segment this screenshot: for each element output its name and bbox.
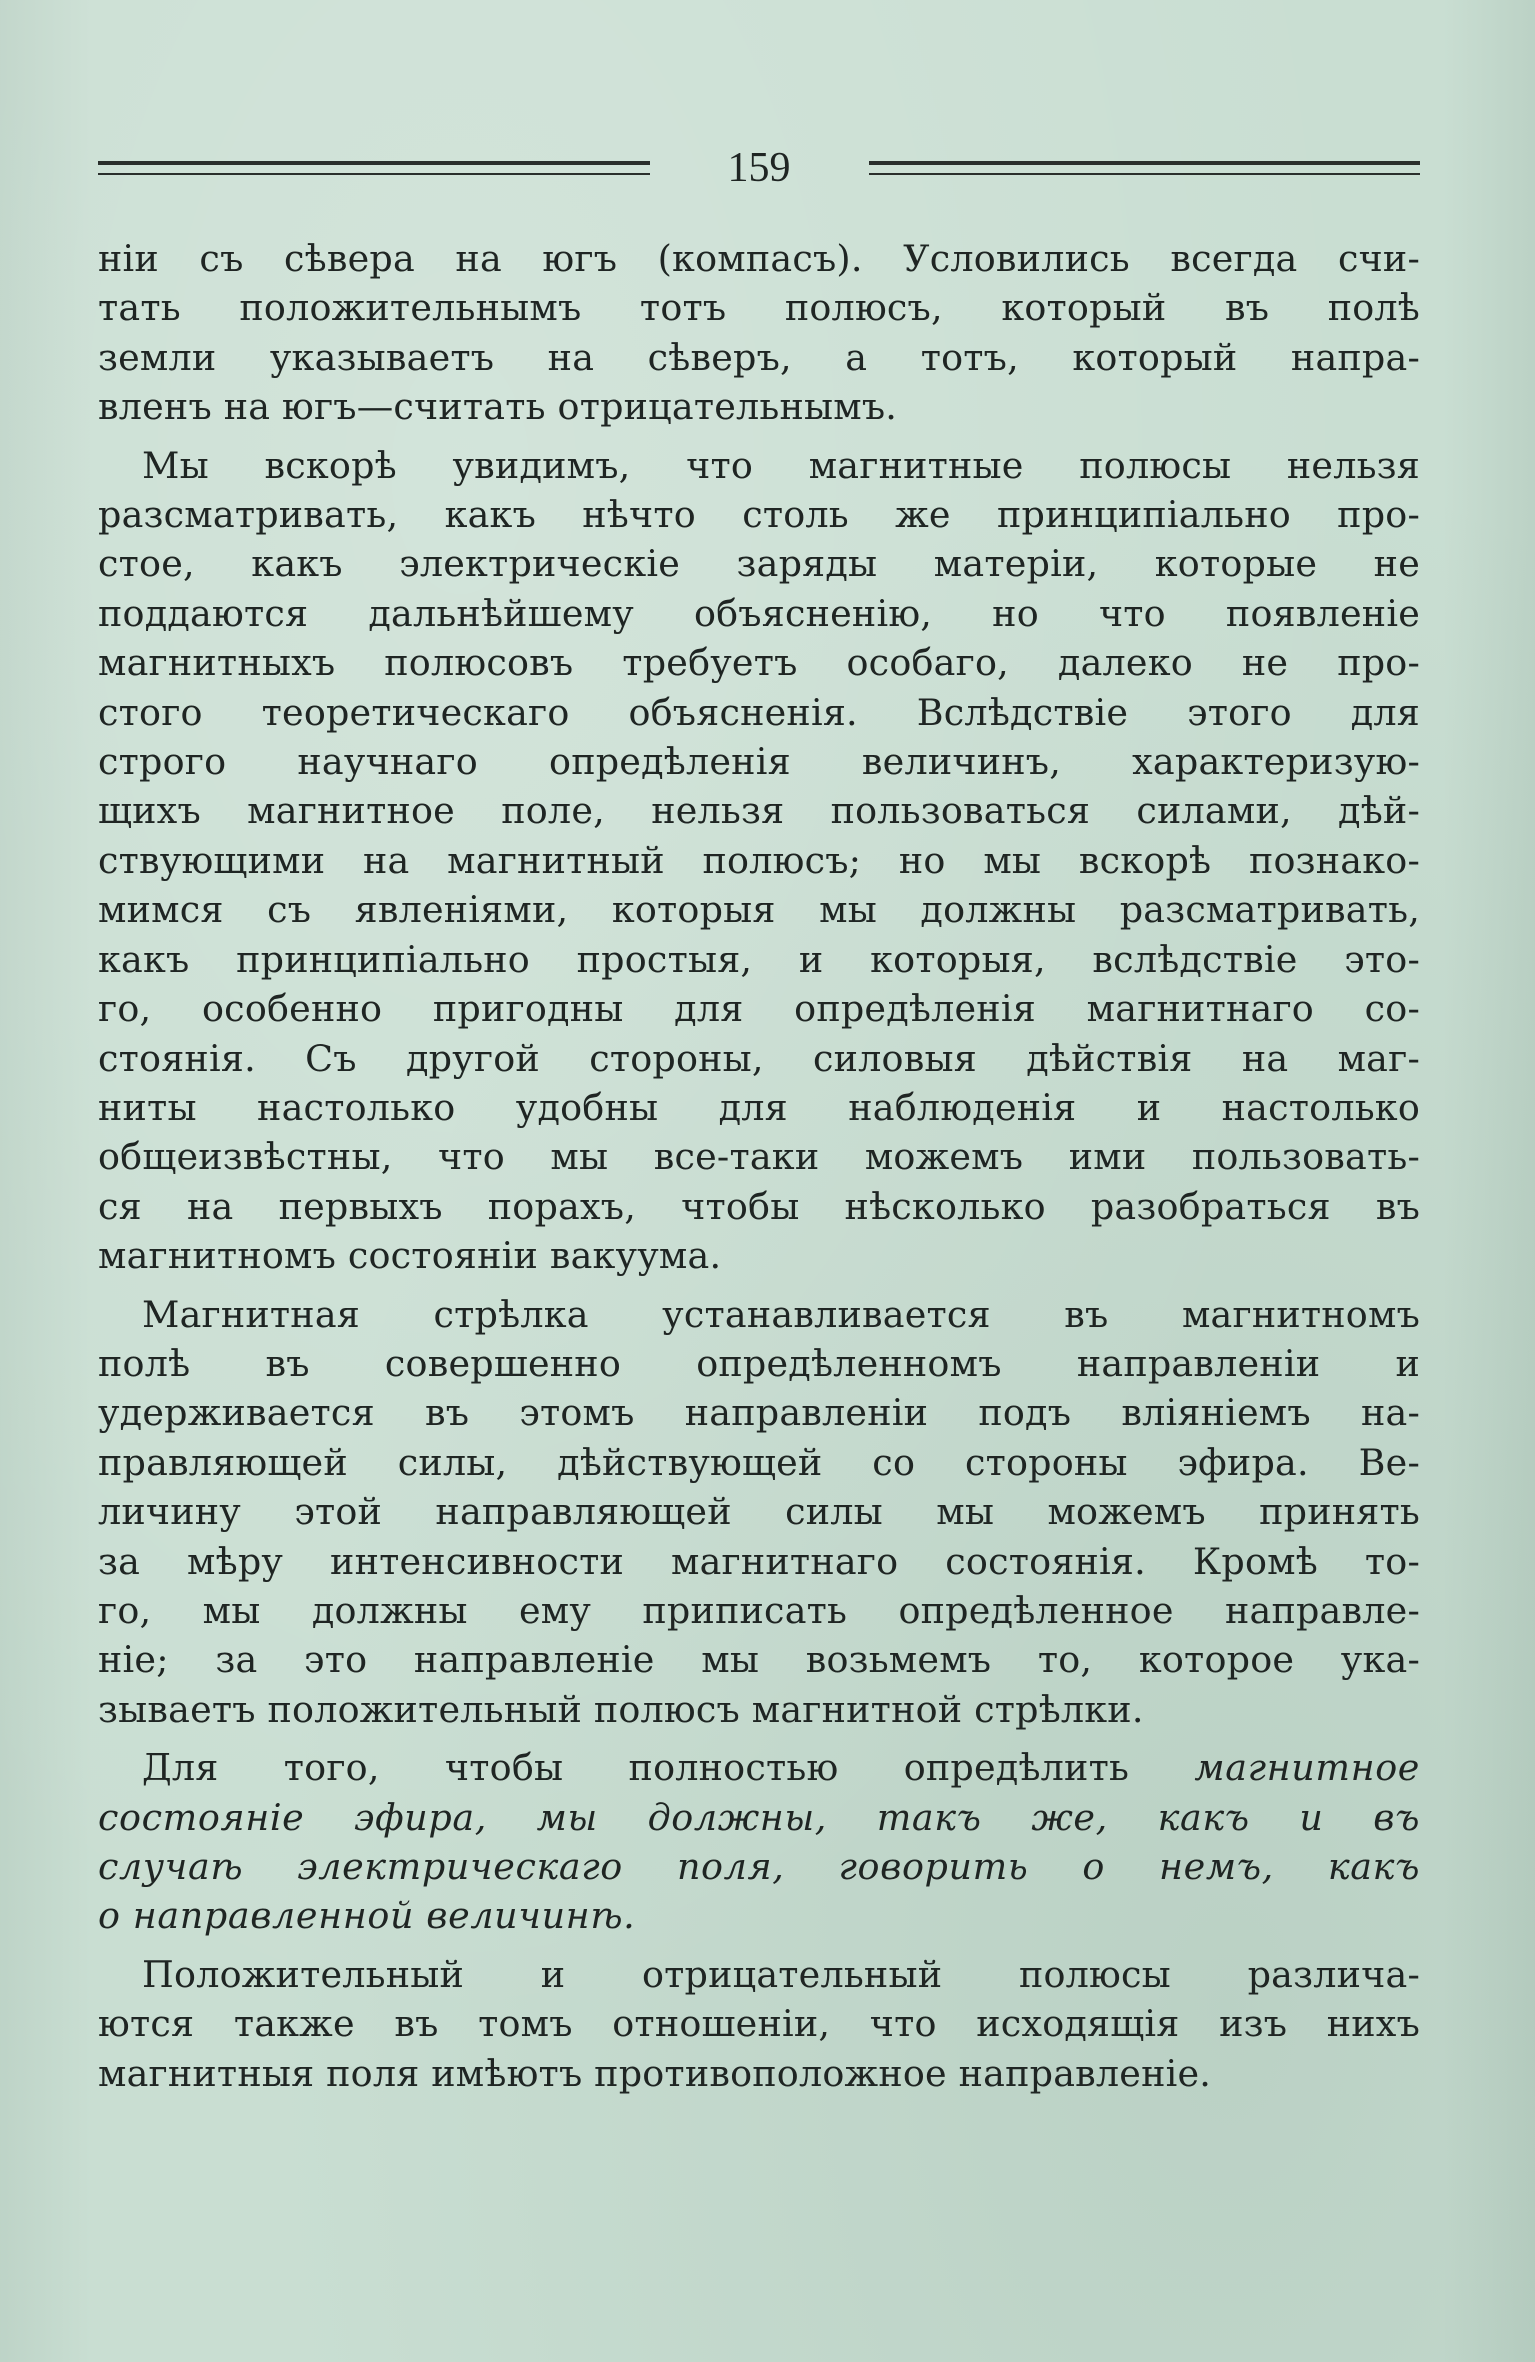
text-run: магнитныя поля имѣютъ противоположное направленiе. bbox=[98, 2051, 1212, 2095]
paragraph bbox=[98, 1290, 1420, 1735]
page-header bbox=[98, 128, 1420, 208]
text-run: магнитныхъ полюсовъ требуетъ особаго, далеко не про- bbox=[98, 641, 1420, 685]
text-run: зываетъ положительный полюсъ магнитной стрѣлки. bbox=[98, 1687, 1144, 1731]
italic-text: магнитное bbox=[1194, 1746, 1420, 1790]
text-line bbox=[98, 786, 1420, 835]
text-line bbox=[98, 1290, 1420, 1339]
text-run: полѣ въ совершенно опредѣленномъ направленiи и bbox=[98, 1341, 1420, 1385]
italic-text: состоянiе эфира, мы должны, такъ же, какъ и въ bbox=[98, 1795, 1420, 1839]
text-run: нiи съ сѣвера на югъ (компасъ). Условились всегда счи- bbox=[98, 237, 1420, 280]
text-run: щихъ магнитное поле, нельзя пользоваться силами, дѣй- bbox=[98, 789, 1420, 833]
header-rule-left bbox=[98, 161, 650, 175]
text-run: стого теоретическаго объясненiя. Вслѣдствiе этого для bbox=[98, 690, 1420, 734]
text-line bbox=[98, 1034, 1420, 1083]
text-line bbox=[98, 935, 1420, 984]
text-run: вленъ на югъ—считать отрицательнымъ. bbox=[98, 385, 898, 429]
text-line bbox=[98, 1083, 1420, 1132]
text-run: го, мы должны ему приписать опредѣленное направле- bbox=[98, 1588, 1420, 1632]
text-line bbox=[98, 539, 1420, 588]
text-run: стоянiя. Съ другой стороны, силовыя дѣйствiя на маг- bbox=[98, 1036, 1420, 1080]
paragraph bbox=[98, 441, 1420, 1281]
text-run: ствующими на магнитный полюсъ; но мы вскорѣ познако- bbox=[98, 838, 1420, 882]
text-run: Для того, чтобы полностью опредѣлить bbox=[142, 1746, 1195, 1790]
text-line bbox=[98, 333, 1420, 382]
text-run: тать положительнымъ тотъ полюсъ, который въ полѣ bbox=[98, 286, 1420, 330]
page-number: 159 bbox=[727, 145, 791, 191]
text-line bbox=[98, 1487, 1420, 1536]
text-line bbox=[98, 737, 1420, 786]
text-line bbox=[98, 1743, 1420, 1792]
text-line bbox=[98, 1182, 1420, 1231]
text-run: магнитномъ состоянiи вакуума. bbox=[98, 1234, 722, 1278]
header-rule-right bbox=[869, 161, 1421, 175]
paragraph bbox=[98, 234, 1420, 432]
book-page bbox=[98, 128, 1420, 2107]
text-run: нiе; за это направленiе мы возьмемъ то, которое ука- bbox=[98, 1638, 1420, 1682]
text-line bbox=[98, 1231, 1420, 1280]
text-run: строго научнаго опредѣленiя величинъ, характеризую- bbox=[98, 740, 1420, 784]
text-line bbox=[98, 1635, 1420, 1684]
paragraph bbox=[98, 1743, 1420, 1941]
text-line bbox=[98, 1388, 1420, 1437]
text-run: Мы вскорѣ увидимъ, что магнитные полюсы нельзя bbox=[142, 443, 1420, 487]
text-line bbox=[98, 1950, 1420, 1999]
paragraph bbox=[98, 1950, 1420, 2098]
text-line bbox=[98, 234, 1420, 283]
text-run: за мѣру интенсивности магнитнаго состоянiя. Кромѣ то- bbox=[98, 1539, 1420, 1583]
text-line bbox=[98, 638, 1420, 687]
body-text bbox=[98, 234, 1420, 2098]
text-line bbox=[98, 589, 1420, 638]
text-run: мимся съ явленiями, которыя мы должны разсматривать, bbox=[98, 888, 1420, 932]
text-line bbox=[98, 885, 1420, 934]
text-run: Магнитная стрѣлка устанавливается въ магнитномъ bbox=[142, 1292, 1420, 1336]
text-run: разсматривать, какъ нѣчто столь же принципiально про- bbox=[98, 493, 1420, 537]
text-run: го, особенно пригодны для опредѣленiя магнитнаго со- bbox=[98, 987, 1420, 1031]
text-run: поддаются дальнѣйшему объясненiю, но что появленiе bbox=[98, 591, 1420, 635]
text-line bbox=[98, 1793, 1420, 1842]
text-line bbox=[98, 688, 1420, 737]
text-line bbox=[98, 382, 1420, 431]
text-line bbox=[98, 1339, 1420, 1388]
text-run: правляющей силы, дѣйствующей со стороны эфира. Ве- bbox=[98, 1440, 1420, 1484]
text-line bbox=[98, 283, 1420, 332]
text-line bbox=[98, 1132, 1420, 1181]
text-run: стое, какъ электрическiе заряды матерiи, которые не bbox=[98, 542, 1420, 586]
text-line bbox=[98, 1537, 1420, 1586]
italic-text: случаѣ электрическаго поля, говорить о немъ, какъ bbox=[98, 1845, 1420, 1888]
text-line bbox=[98, 1586, 1420, 1635]
text-run: какъ принципiально простыя, и которыя, вслѣдствiе это- bbox=[98, 937, 1420, 981]
text-run: ниты настолько удобны для наблюденiя и настолько bbox=[98, 1085, 1420, 1129]
text-run: ся на первыхъ порахъ, чтобы нѣсколько разобраться въ bbox=[98, 1184, 1420, 1228]
text-line bbox=[98, 984, 1420, 1033]
text-run: удерживается въ этомъ направленiи подъ влiянiемъ на- bbox=[98, 1391, 1420, 1435]
text-line bbox=[98, 441, 1420, 490]
text-line bbox=[98, 1438, 1420, 1487]
text-run: общеизвѣстны, что мы все-таки можемъ ими пользовать- bbox=[98, 1135, 1420, 1179]
text-run: ются также въ томъ отношенiи, что исходящiя изъ нихъ bbox=[98, 2002, 1420, 2046]
text-run: земли указываетъ на сѣверъ, а тотъ, который напра- bbox=[98, 335, 1420, 379]
text-line bbox=[98, 1842, 1420, 1891]
text-run: Положительный и отрицательный полюсы различа- bbox=[142, 1952, 1420, 1996]
text-line bbox=[98, 490, 1420, 539]
text-line bbox=[98, 1999, 1420, 2048]
text-line bbox=[98, 1685, 1420, 1734]
text-run: личину этой направляющей силы мы можемъ принять bbox=[98, 1490, 1420, 1534]
text-line bbox=[98, 2049, 1420, 2098]
text-line bbox=[98, 836, 1420, 885]
text-line bbox=[98, 1891, 1420, 1940]
italic-text: о направленной величинѣ. bbox=[98, 1894, 636, 1938]
